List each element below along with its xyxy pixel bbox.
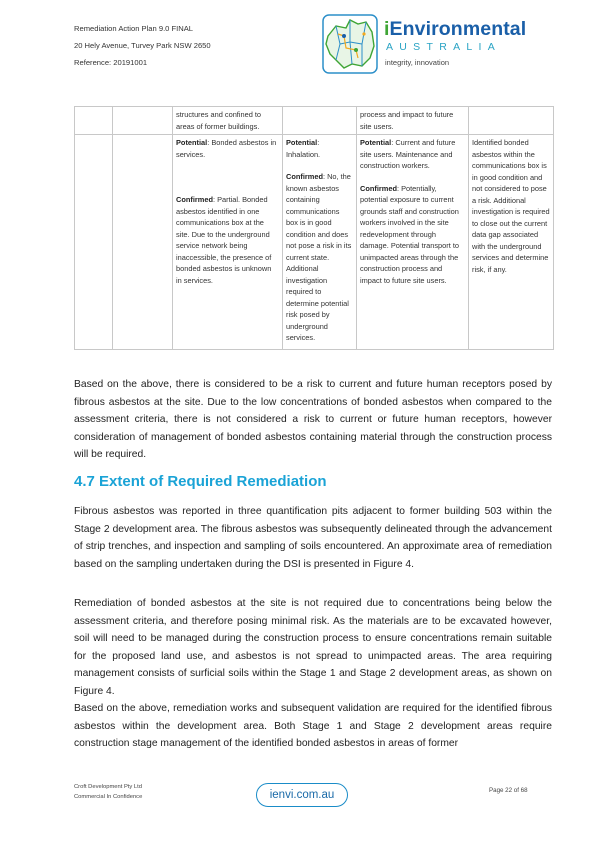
- paragraph: Remediation of bonded asbestos at the site is not required due to concentrations being below the assessment criteria, and therefore posing minimal risk. As the materials are to be excavated however, soil will need to be managed during the construction process to ensure concentrations remain suitable for the proposed land use, and asbestos is not spread to unimpacted areas. The area requiring management consists of surficial soils within the Stage 1 and Stage 2 development areas, as shown on Figure 4.: [74, 598, 552, 697]
- document-header: [74, 20, 211, 71]
- table-cell: [113, 135, 173, 350]
- paragraph: Based on the above, remediation works and subsequent validation are required for the identified fibrous asbestos within the development area. Both Stage 1 and Stage 2 development areas require construction stage management of the identified bonded asbestos in areas of former: [74, 703, 552, 750]
- paragraph: Based on the above, there is considered to be a risk to current and future human receptors posed by fibrous asbestos at the site. Due to the low concentrations of bonded asbestos when compared to the assessment criteria, there is not considered a risk to current or future human receptors, however consideration of management of bonded asbestos containing material through the construction process will be required.: [74, 379, 552, 461]
- table-row: [75, 135, 554, 350]
- table-cell: [357, 135, 469, 350]
- confirmed-text: : No, the known asbestos containing communications box is in good condition and does not pose a risk in its current state. Additional investigation required to determine potential risk posed by underground services.: [286, 172, 352, 342]
- table-cell: Identified bonded asbestos within the communications box is in good condition and not considered to pose a risk. Additional investigation is required to close out the current data gap associated with the underground services and determine risk, if any.: [469, 135, 554, 350]
- potential-label: Potential: [286, 138, 318, 147]
- risk-table: [74, 106, 554, 350]
- potential-text: : Current and future site users. Maintenance and construction workers.: [360, 138, 456, 170]
- logo-tagline: integrity, innovation: [385, 58, 450, 67]
- confirmed-text: : Potentially, potential exposure to current grounds staff and construction workers involved in the site redevelopment through damage. Potential transport to unimpacted areas through the construction process and impact to future site users.: [360, 183, 460, 285]
- footer-company: [74, 783, 142, 802]
- australia-map-icon: [322, 14, 380, 76]
- table-cell: [173, 135, 283, 350]
- table-cell: [75, 135, 113, 350]
- table-cell: [469, 107, 554, 135]
- table-cell: [75, 107, 113, 135]
- confirmed-label: Confirmed: [286, 172, 323, 181]
- table-cell: [283, 135, 357, 350]
- document-title: Remediation Action Plan 9.0 FINAL: [74, 24, 194, 33]
- potential-label: Potential: [360, 138, 392, 147]
- confidentiality-note: Commercial In Confidence: [74, 793, 143, 800]
- potential-text: : Inhalation.: [286, 138, 321, 159]
- table-cell: structures and confined to areas of former buildings.: [173, 107, 283, 135]
- paragraph: Fibrous asbestos was reported in three quantification pits adjacent to former building 503 within the Stage 2 development area. The fibrous asbestos was subsequently delineated through the advancement of strip trenches, and inspection and sampling of soils encountered. An approximate area of remediation based on the sampling undertaken during the DSI is presented in Figure 4.: [74, 506, 552, 570]
- potential-text: : Bonded asbestos in services.: [176, 138, 277, 159]
- site-address: 20 Hely Avenue, Turvey Park NSW 2650: [74, 41, 211, 50]
- website-link[interactable]: ienvi.com.au: [256, 783, 348, 807]
- section-heading: 4.7 Extent of Required Remediation: [74, 473, 327, 490]
- logo-brand: iEnvironmental: [384, 18, 527, 40]
- table-cell: [283, 107, 357, 135]
- logo-country: AUSTRALIA: [386, 41, 502, 53]
- company-name: Croft Development Pty Ltd: [74, 784, 142, 790]
- page-number: Page 22 of 68: [489, 787, 528, 794]
- company-logo: [322, 14, 562, 76]
- potential-label: Potential: [176, 138, 208, 147]
- document-reference: Reference: 20191001: [74, 58, 148, 67]
- table-cell: [113, 107, 173, 135]
- confirmed-label: Confirmed: [176, 195, 213, 204]
- confirmed-text: : Partial. Bonded asbestos identified in one communications box at the site. Due to the underground service network being inaccessible, the presence of bonded asbestos is unknown in services.: [176, 195, 272, 285]
- confirmed-label: Confirmed: [360, 183, 397, 193]
- table-row: [75, 107, 554, 135]
- table-cell: process and impact to future site users.: [357, 107, 469, 135]
